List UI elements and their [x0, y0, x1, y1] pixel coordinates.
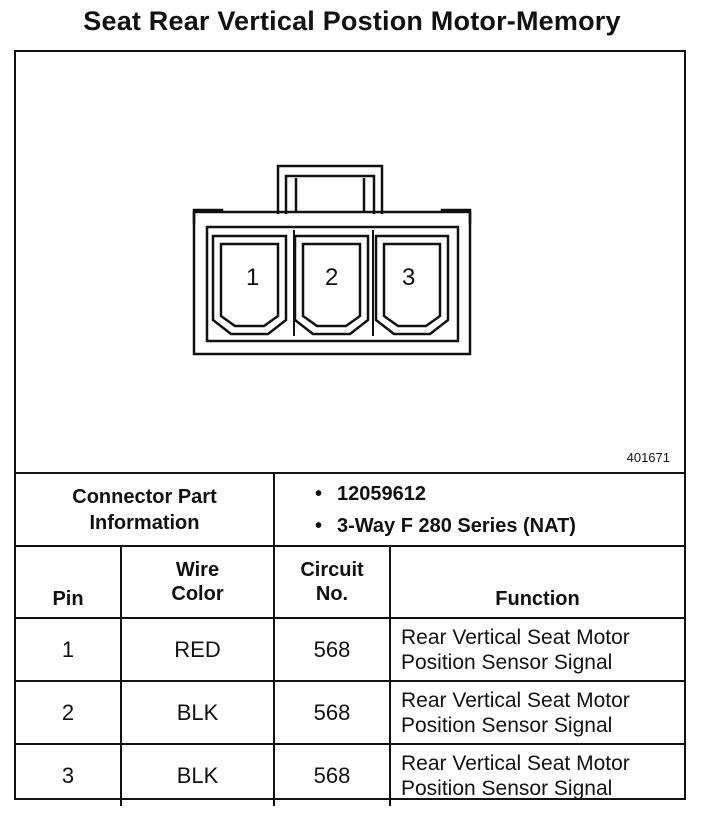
table-row [16, 618, 684, 681]
document-frame [14, 50, 686, 800]
circuit-cell: 568 [274, 618, 390, 681]
pin-label-1: 1 [246, 264, 260, 291]
part-info-values: • 12059612 • 3-Way F 280 Series (NAT) [274, 473, 684, 546]
header-row [16, 546, 684, 618]
table-row [16, 744, 684, 806]
pin-cell: 2 [16, 681, 121, 744]
function-cell: Rear Vertical Seat Motor Position Sensor Signal [390, 744, 684, 806]
pinout-table [16, 472, 684, 806]
lock-tab-outer [278, 166, 382, 214]
circuit-cell: 568 [274, 744, 390, 806]
part-info-label: Connector Part Information [16, 473, 274, 546]
wire-color-cell: RED [121, 618, 274, 681]
header-function: Function [390, 546, 684, 618]
lock-tab-ridges [296, 178, 364, 212]
table-row [16, 681, 684, 744]
part-info-row [16, 473, 684, 546]
wire-color-cell: BLK [121, 681, 274, 744]
pin-cell: 1 [16, 618, 121, 681]
pin-label-2: 2 [325, 264, 339, 291]
pin-cell: 3 [16, 744, 121, 806]
part-description: 3-Way F 280 Series (NAT) [337, 514, 576, 537]
circuit-cell: 568 [274, 681, 390, 744]
wire-color-cell: BLK [121, 744, 274, 806]
function-cell: Rear Vertical Seat Motor Position Sensor Signal [390, 681, 684, 744]
header-wire-color: Wire Color [121, 546, 274, 618]
connector-face-drawing [16, 52, 684, 472]
pin-label-3: 3 [402, 264, 416, 291]
page-title: Seat Rear Vertical Postion Motor-Memory [83, 6, 621, 36]
figure-id: 401671 [626, 450, 670, 465]
connector-diagram [16, 52, 684, 472]
lock-tab-inner [286, 176, 374, 214]
part-number: 12059612 [337, 482, 426, 505]
header-pin: Pin [16, 546, 121, 618]
header-circuit-no: Circuit No. [274, 546, 390, 618]
function-cell: Rear Vertical Seat Motor Position Sensor Signal [390, 618, 684, 681]
